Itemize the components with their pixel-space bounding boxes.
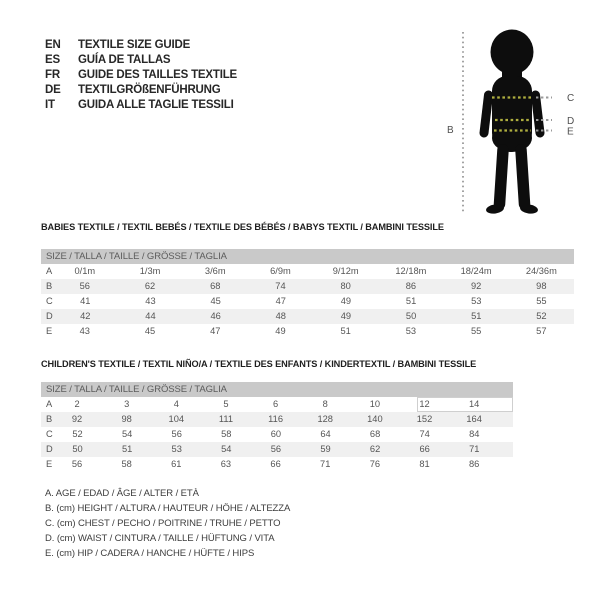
- language-title-list: [45, 38, 237, 113]
- size-cell: 76: [369, 459, 381, 469]
- row-label: B: [46, 414, 53, 424]
- size-cell: 66: [270, 459, 281, 469]
- size-cell: 140: [367, 414, 383, 424]
- language-row: [45, 83, 237, 98]
- language-code: EN: [45, 39, 61, 51]
- legend-chest: C. (cm) CHEST / PECHO / POITRINE / TRUHE / PETTO: [45, 518, 281, 529]
- guide-title: GUIDE DES TAILLES TEXTILE: [78, 69, 237, 81]
- row-label: C: [46, 296, 53, 306]
- table-row-chest: [41, 427, 513, 442]
- size-cell: 43: [145, 296, 156, 306]
- size-cell: 98: [121, 414, 132, 424]
- size-cell: 56: [270, 444, 282, 454]
- size-cell: 3/6m: [204, 266, 226, 276]
- table-row-chest: [41, 294, 574, 309]
- row-label: E: [46, 326, 53, 336]
- size-cell: 84: [469, 429, 480, 439]
- size-cell: 45: [144, 326, 156, 336]
- language-row: [45, 53, 237, 68]
- size-cell: 92: [71, 414, 83, 424]
- size-header-bar: SIZE / TALLA / TAILLE / GRÖSSE / TAGLIA: [41, 249, 574, 264]
- size-cell: 68: [210, 281, 221, 291]
- size-cell: 59: [320, 444, 331, 454]
- size-cell: 62: [369, 444, 381, 454]
- table-row-age: [41, 397, 513, 412]
- row-label: A: [46, 399, 53, 409]
- size-cell: 3: [124, 399, 130, 409]
- waist-label: D: [567, 116, 575, 127]
- size-cell: 12: [419, 399, 430, 409]
- size-cell: 42: [80, 311, 91, 321]
- size-cell: 57: [536, 326, 547, 336]
- size-cell: 52: [72, 429, 83, 439]
- size-cell: 49: [275, 326, 286, 336]
- guide-title: TEXTILE SIZE GUIDE: [78, 39, 191, 51]
- size-cell: 71: [469, 444, 480, 454]
- language-row: [45, 68, 237, 83]
- size-cell: 41: [80, 296, 91, 306]
- size-cell: 51: [121, 444, 133, 454]
- size-cell: 12/18m: [395, 266, 427, 276]
- height-label: B: [447, 125, 454, 136]
- size-cell: 61: [171, 459, 182, 469]
- size-cell: 5: [223, 399, 229, 409]
- legend-age: A. AGE / EDAD / ÂGE / ALTER / ETÀ: [45, 488, 199, 499]
- size-cell: 8: [322, 399, 328, 409]
- size-cell: 47: [275, 296, 286, 306]
- row-label: D: [46, 311, 53, 321]
- language-row: [45, 38, 237, 53]
- size-cell: 0/1m: [74, 266, 96, 276]
- size-cell: 116: [268, 414, 283, 424]
- size-cell: 55: [470, 326, 482, 336]
- size-cell: 104: [168, 414, 185, 424]
- size-cell: 64: [320, 429, 331, 439]
- size-cell: 53: [405, 326, 417, 336]
- size-cell: 10: [369, 399, 381, 409]
- size-cell: 152: [416, 414, 433, 424]
- size-cell: 6: [273, 399, 279, 409]
- size-cell: 60: [270, 429, 282, 439]
- size-cell: 18/24m: [460, 266, 492, 276]
- size-header-bar: SIZE / TALLA / TAILLE / GRÖSSE / TAGLIA: [41, 382, 513, 397]
- size-cell: 128: [317, 414, 333, 424]
- hip-label: E: [567, 126, 574, 138]
- size-cell: 66: [419, 444, 430, 454]
- table-row-waist: [41, 442, 513, 457]
- language-code: DE: [45, 84, 61, 96]
- child-silhouette-icon: [484, 30, 540, 215]
- size-cell: 54: [121, 429, 133, 439]
- row-label: B: [46, 281, 53, 291]
- legend-hip: E. (cm) HIP / CADERA / HANCHE / HÜFTE / HIPS: [45, 548, 255, 559]
- table-row-hip: [41, 324, 574, 339]
- size-cell: 80: [340, 281, 351, 291]
- size-cell: 6/9m: [270, 266, 291, 276]
- chest-label: C: [567, 93, 575, 104]
- size-cell: 43: [79, 326, 90, 336]
- child-measurement-figure: [440, 10, 600, 225]
- size-cell: 98: [536, 281, 547, 291]
- size-cell: 48: [275, 311, 286, 321]
- size-cell: 74: [275, 281, 286, 291]
- size-cell: 54: [221, 444, 232, 454]
- measurement-legend: [45, 486, 290, 561]
- size-cell: 24/36m: [525, 266, 557, 276]
- size-cell: 62: [144, 281, 156, 291]
- table-row-age: [41, 264, 574, 279]
- size-cell: 58: [221, 429, 232, 439]
- guide-title: GUÍA DE TALLAS: [78, 54, 171, 66]
- size-cell: 86: [405, 281, 417, 291]
- size-cell: 9/12m: [332, 266, 359, 276]
- size-cell: 4: [173, 399, 179, 409]
- size-cell: 56: [171, 429, 182, 439]
- children-section-title: CHILDREN'S TEXTILE / TEXTIL NIÑO/A / TEXTILE DES ENFANTS / KINDERTEXTIL / BAMBINI TESSILE: [41, 359, 477, 369]
- row-label: C: [46, 429, 53, 439]
- size-cell: 164: [466, 414, 482, 424]
- size-cell: 56: [79, 281, 90, 291]
- size-cell: 58: [121, 459, 132, 469]
- size-cell: 55: [536, 296, 547, 306]
- size-cell: 86: [468, 459, 480, 469]
- size-cell: 81: [419, 459, 430, 469]
- language-code: ES: [45, 54, 60, 66]
- size-cell: 14: [468, 399, 480, 409]
- size-cell: 49: [340, 311, 352, 321]
- size-cell: 49: [340, 296, 352, 306]
- size-cell: 92: [470, 281, 482, 291]
- guide-title: TEXTILGRÖßENFÜHRUNG: [78, 84, 221, 96]
- size-cell: 111: [218, 414, 234, 424]
- size-cell: 1/3m: [139, 266, 161, 276]
- size-cell: 51: [471, 311, 482, 321]
- size-cell: 52: [536, 311, 547, 321]
- language-code: IT: [45, 99, 55, 111]
- size-cell: 53: [171, 444, 182, 454]
- legend-waist: D. (cm) WAIST / CINTURA / TAILLE / HÜFTUNG / VITA: [45, 533, 275, 544]
- language-row: [45, 98, 237, 113]
- table-row-height: [41, 412, 513, 427]
- size-cell: 51: [340, 326, 351, 336]
- size-cell: 45: [210, 296, 221, 306]
- row-label: A: [46, 266, 53, 276]
- table-row-height: [41, 279, 574, 294]
- guide-title: GUIDA ALLE TAGLIE TESSILI: [78, 99, 234, 111]
- size-cell: 44: [145, 311, 156, 321]
- size-cell: 63: [220, 459, 232, 469]
- size-cell: 53: [471, 296, 482, 306]
- size-cell: 50: [72, 444, 83, 454]
- table-row-waist: [41, 309, 574, 324]
- children-size-table: [41, 382, 513, 472]
- language-code: FR: [45, 69, 60, 81]
- size-cell: 74: [419, 429, 430, 439]
- size-cell: 50: [405, 311, 417, 321]
- babies-size-table: [41, 249, 574, 339]
- size-cell: 46: [210, 311, 221, 321]
- size-cell: 51: [405, 296, 417, 306]
- size-cell: 2: [74, 399, 80, 409]
- size-cell: 71: [320, 459, 331, 469]
- babies-section-title: BABIES TEXTILE / TEXTIL BEBÉS / TEXTILE DES BÉBÉS / BABYS TEXTIL / BAMBINI TESSILE: [41, 222, 444, 232]
- row-label: E: [46, 459, 53, 469]
- size-cell: 68: [369, 429, 381, 439]
- size-cell: 47: [210, 326, 221, 336]
- table-row-hip: [41, 457, 513, 472]
- row-label: D: [46, 444, 53, 454]
- legend-height: B. (cm) HEIGHT / ALTURA / HAUTEUR / HÖHE / ALTEZZA: [45, 503, 291, 514]
- size-cell: 56: [71, 459, 83, 469]
